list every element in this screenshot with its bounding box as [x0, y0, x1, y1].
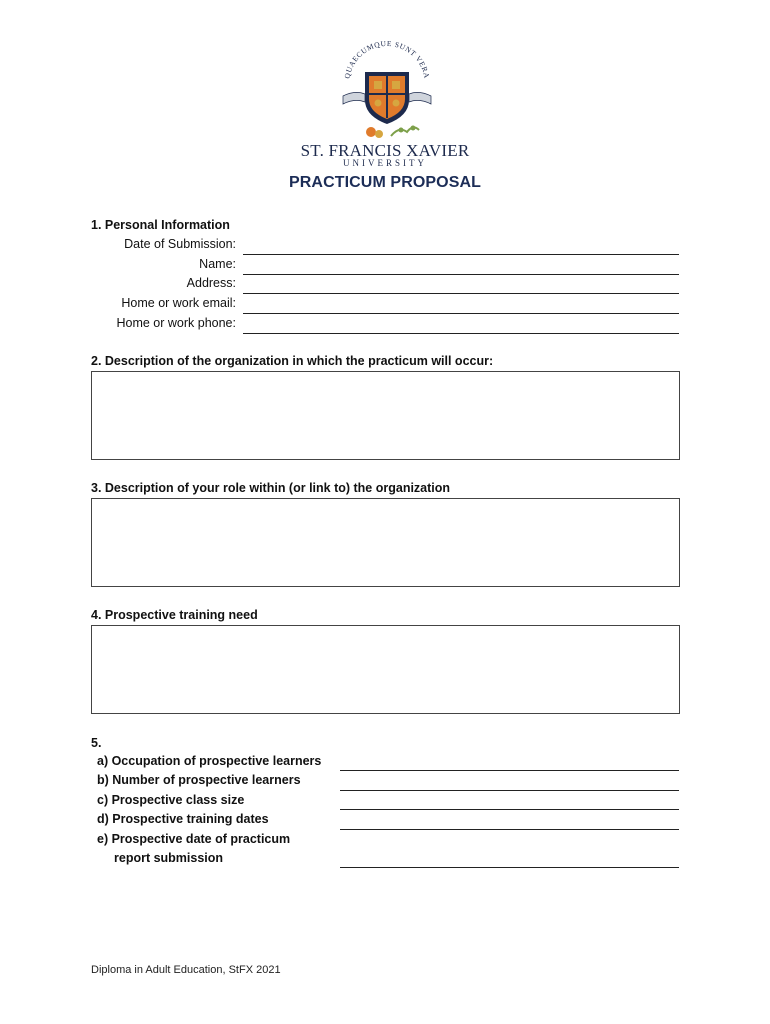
field-input-address[interactable] — [243, 293, 679, 294]
field-label-date-of-submission: Date of Submission: — [124, 237, 236, 251]
field-input-phone[interactable] — [243, 333, 679, 334]
section2-heading: 2. Description of the organization in which the practicum will occur: — [91, 354, 494, 368]
item-label-class-size: c) Prospective class size — [97, 793, 245, 807]
item-label-report-date-cont: report submission — [114, 851, 224, 865]
field-label-phone: Home or work phone: — [116, 316, 236, 330]
field-label-name: Name: — [199, 257, 236, 271]
svg-text:QUAECUMQUE SUNT VERA: QUAECUMQUE SUNT VERA — [342, 40, 432, 80]
role-description-textarea[interactable] — [91, 498, 680, 587]
item-input-occupation[interactable] — [340, 770, 679, 771]
field-input-name[interactable] — [243, 274, 679, 275]
item-input-class-size[interactable] — [340, 809, 679, 810]
field-label-email: Home or work email: — [121, 296, 236, 310]
organization-description-textarea[interactable] — [91, 371, 680, 460]
university-name: ST. FRANCIS XAVIER — [300, 141, 470, 160]
field-label-address: Address: — [186, 276, 236, 290]
section5-number: 5. — [91, 736, 102, 750]
item-input-training-dates[interactable] — [340, 829, 679, 830]
training-need-textarea[interactable] — [91, 625, 680, 714]
page-title: PRACTICUM PROPOSAL — [288, 174, 482, 191]
section1-heading: 1. Personal Information — [91, 218, 230, 232]
university-subtitle: UNIVERSITY — [343, 158, 427, 168]
item-input-number-learners[interactable] — [340, 790, 679, 791]
item-label-occupation: a) Occupation of prospective learners — [97, 754, 322, 768]
field-input-date-of-submission[interactable] — [243, 254, 679, 255]
section3-heading: 3. Description of your role within (or link to) the organization — [91, 481, 451, 495]
university-crest-logo — [335, 40, 439, 140]
section4-heading: 4. Prospective training need — [91, 608, 258, 622]
field-input-email[interactable] — [243, 313, 679, 314]
page-footer: Diploma in Adult Education, StFX 2021 — [91, 964, 281, 976]
item-label-training-dates: d) Prospective training dates — [97, 812, 269, 826]
item-input-report-date[interactable] — [340, 867, 679, 868]
item-label-report-date: e) Prospective date of practicum — [97, 832, 291, 846]
item-label-number-learners: b) Number of prospective learners — [97, 773, 301, 787]
